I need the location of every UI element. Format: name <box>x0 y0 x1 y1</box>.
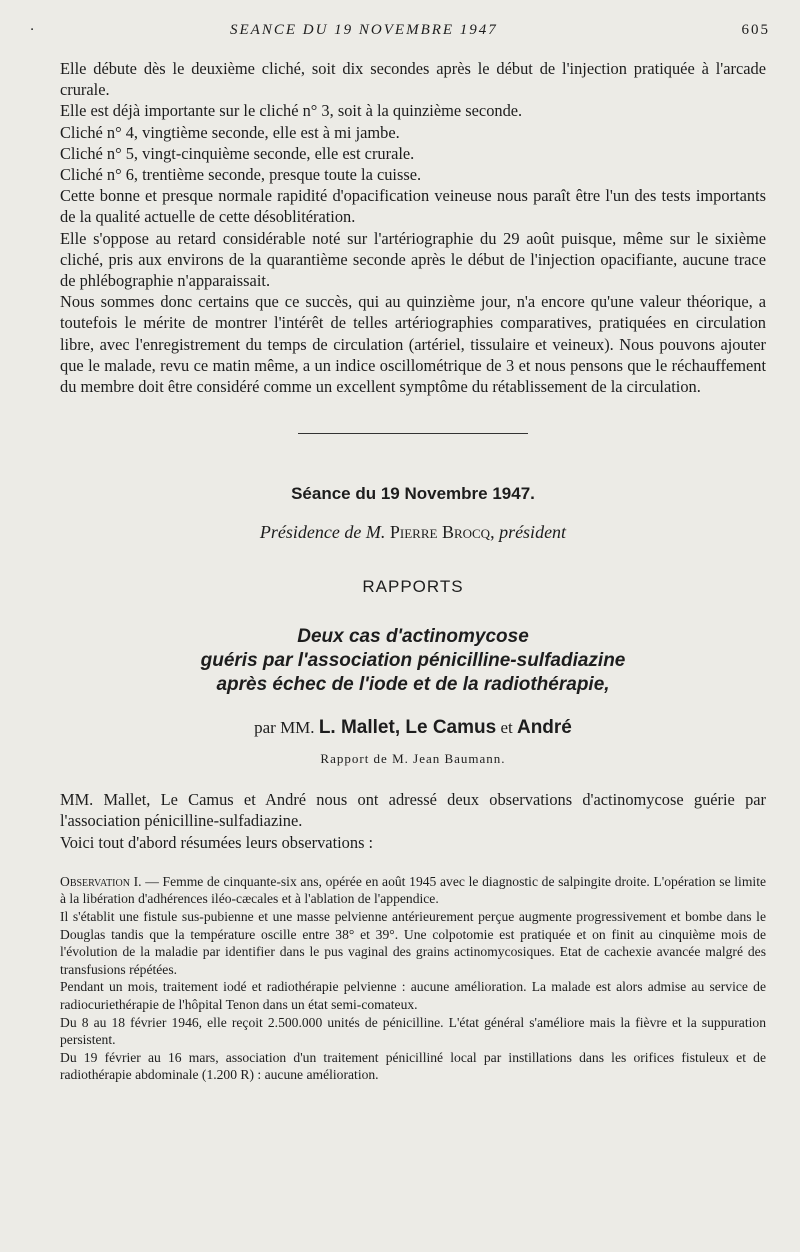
intro-text <box>60 789 766 853</box>
paragraph: Du 19 février au 16 mars, association d'un traitement pénicilliné local par instillations dans les orifices fistuleux et de radiothérapie abdominale (1.200 R) : aucune amélioration. <box>60 1049 766 1083</box>
presidence-suffix: président <box>499 522 567 543</box>
article-title <box>60 625 766 697</box>
authors-and: et <box>500 718 513 738</box>
presidence-prefix: Présidence de M. <box>259 522 386 543</box>
paragraph: Elle est déjà importante sur le cliché n° 3, soit à la quinzième seconde. <box>60 101 523 121</box>
observation-text: — Femme de cinquante-six ans, opérée en août 1945 avec le diagnostic de salpingite droite. L'opération se limite à la libération d'adhérences iléo-cæcales et à l'ablation de l'appendice. <box>60 873 766 907</box>
paragraph: MM. Mallet, Le Camus et André nous ont adressé deux observations d'actinomycose guérie par l'association pénicilline-sulfadiazine. <box>60 790 766 831</box>
rapporteur-line: Rapport de M. Jean Baumann. <box>320 751 506 767</box>
paragraph: Cette bonne et presque normale rapidité d'opacification veineuse nous paraît être l'un des tests importants de la qualité actuelle de cette désoblitération. <box>60 186 766 227</box>
article-title-line: après échec de l'iode et de la radiothérapie, <box>216 674 610 696</box>
header-title: SEANCE DU 19 NOVEMBRE 1947 <box>230 22 498 38</box>
paragraph: Il s'établit une fistule sus-pubienne et une masse pelvienne antérieurement perçue augmente progressivement et bombe dans le Douglas tandis que la température oscille entre 38° et 39°. Une colpotomie est pratiquée et on finit au cinquième mois de l'évolution de la maladie par identifier dans le pus vaginal des grains actinomycosiques. Etat de cachexie avancée malgré des transfusions répétées. <box>60 909 766 977</box>
header-bullet: · <box>30 22 36 38</box>
paragraph: Du 8 au 18 février 1946, elle reçoit 2.500.000 unités de pénicilline. L'état général s'améliore mais la fièvre et la suppuration persistent. <box>60 1014 766 1048</box>
article-title-line: guéris par l'association pénicilline-sulfadiazine <box>200 650 626 672</box>
paragraph: Voici tout d'abord résumées leurs observations : <box>60 832 374 852</box>
presidence-line <box>60 522 766 543</box>
paragraph <box>60 873 766 908</box>
authors-names: L. Mallet, Le Camus <box>318 717 497 739</box>
session-title: Séance du 19 Novembre 1947. <box>291 484 535 504</box>
paragraph: Elle s'oppose au retard considérable noté sur l'artériographie du 29 août puisque, même sur le sixième cliché, pris aux environs de la quarantième seconde après le début de l'injection opacifiante, aucune trace de phlébographie n'apparaissait. <box>60 228 766 291</box>
paragraph: Elle débute dès le deuxième cliché, soit dix secondes après le début de l'injection pratiquée à l'arcade crurale. <box>60 59 766 100</box>
page-body <box>60 58 766 1084</box>
paragraph: Cliché n° 6, trentième seconde, presque toute la cuisse. <box>60 165 422 185</box>
authors-prefix: par MM. <box>254 718 315 738</box>
section-divider <box>298 433 528 434</box>
page-number: 605 <box>741 22 770 38</box>
section-label: RAPPORTS <box>362 577 464 597</box>
paragraph: Pendant un mois, traitement iodé et radiothérapie pelvienne : aucune amélioration. La malade est alors admise au service de radiocuriethérapie de l'hôpital Tenon dans un état semi-comateux. <box>60 979 766 1013</box>
authors-last: André <box>516 717 572 739</box>
article-title-line: Deux cas d'actinomycose <box>297 626 529 648</box>
paragraph: Cliché n° 5, vingt-cinquième seconde, elle est crurale. <box>60 143 415 163</box>
paragraph: Cliché n° 4, vingtième seconde, elle est à mi jambe. <box>60 122 400 142</box>
president-name: Pierre Brocq, <box>389 522 495 543</box>
article-authors <box>60 717 766 739</box>
observation-label: Observation I. <box>60 873 142 889</box>
running-header <box>30 22 770 42</box>
paragraph: Nous sommes donc certains que ce succès, qui au quinzième jour, n'a encore qu'une valeur théorique, a toutefois le mérite de montrer l'intérêt de telles artériographies comparatives, pratiquées en circulation libre, avec l'enregistrement du temps de circulation (artériel, tissulaire et veineux). Nous pouvons ajouter que le malade, revu ce matin même, a un indice oscillométrique de 3 et nous pensons que le réchauffement du membre doit être considéré comme un excellent symptôme du rétablissement de la circulation. <box>60 292 766 397</box>
observation-block <box>60 873 766 1084</box>
continuation-text <box>60 58 766 397</box>
